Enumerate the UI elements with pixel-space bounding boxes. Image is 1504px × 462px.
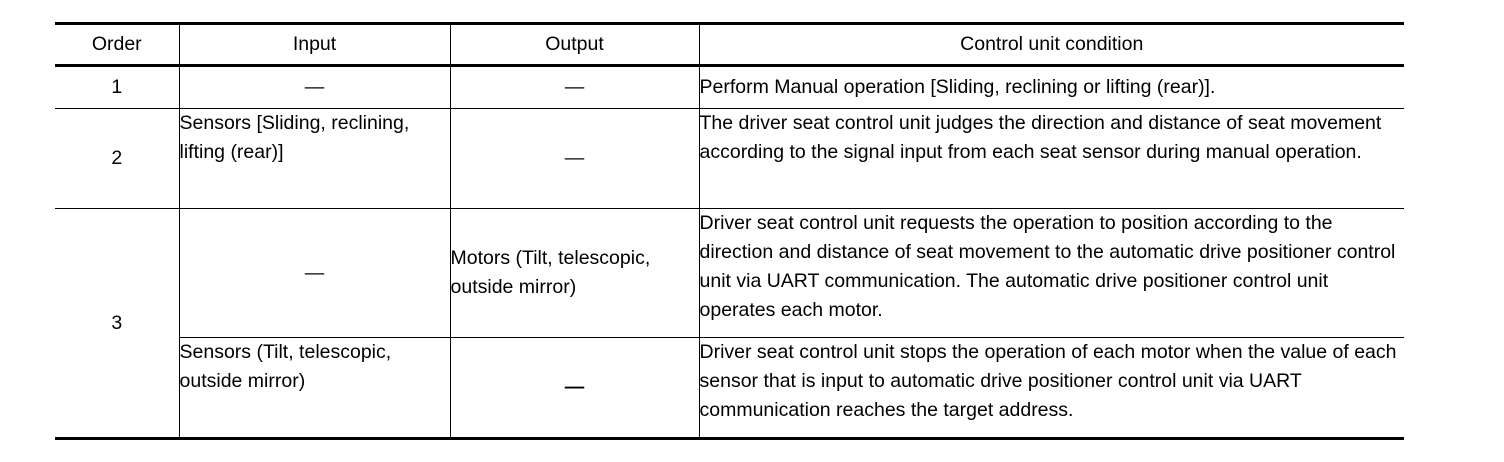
- table-row: [55, 209, 1404, 338]
- output-cell: Motors (Tilt, telescopic, outside mirror): [450, 209, 699, 338]
- control-sequence-table: [55, 22, 1404, 440]
- order-cell: 3: [55, 209, 179, 439]
- header-input: Input: [179, 24, 450, 66]
- input-cell: —: [179, 66, 450, 109]
- condition-cell: Driver seat control unit requests the operation to position according to the direction and distance of seat movement to the automatic drive positioner control unit via UART communication. The automatic drive positioner control unit operates each motor.: [699, 209, 1404, 338]
- table-row: [55, 338, 1404, 439]
- order-cell: 2: [55, 109, 179, 209]
- header-order: Order: [55, 24, 179, 66]
- header-output: Output: [450, 24, 699, 66]
- input-cell: Sensors (Tilt, telescopic, outside mirror): [179, 338, 450, 439]
- condition-cell: Driver seat control unit stops the operation of each motor when the value of each sensor that is input to automatic drive positioner control unit via UART communication reaches the target address.: [699, 338, 1404, 439]
- condition-cell: The driver seat control unit judges the direction and distance of seat movement according to the signal input from each seat sensor during manual operation.: [699, 109, 1404, 209]
- order-cell: 1: [55, 66, 179, 109]
- input-cell: —: [179, 209, 450, 338]
- input-cell: Sensors [Sliding, reclining, lifting (rear)]: [179, 109, 450, 209]
- output-cell: —: [450, 338, 699, 439]
- header-row: [55, 24, 1404, 66]
- condition-cell: Perform Manual operation [Sliding, reclining or lifting (rear)].: [699, 66, 1404, 109]
- table-row: [55, 66, 1404, 109]
- output-cell: —: [450, 109, 699, 209]
- output-cell: —: [450, 66, 699, 109]
- table-row: [55, 109, 1404, 209]
- header-control-unit-condition: Control unit condition: [699, 24, 1404, 66]
